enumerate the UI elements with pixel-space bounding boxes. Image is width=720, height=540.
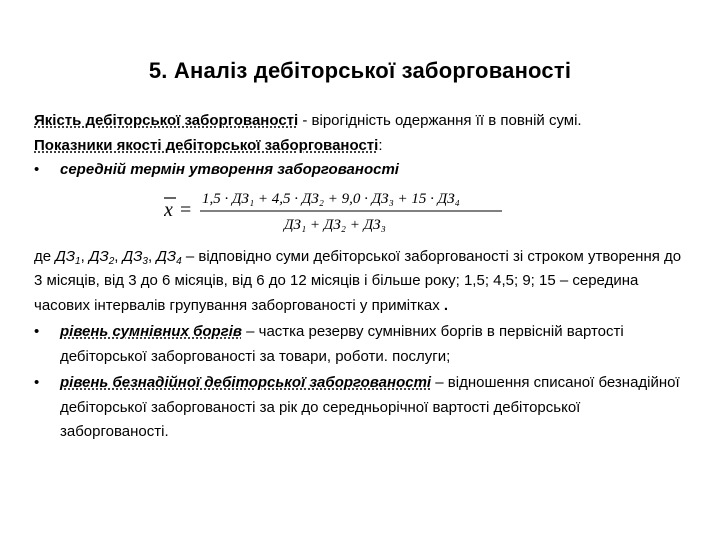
sep2: ,: [114, 247, 123, 265]
bullet-bad-debt-rest: – відношення списаної безнадійної дебіторської заборгованості за рік до середньорічної вартості дебіторської заборгованості.: [60, 374, 680, 440]
bullet-doubtful-text: [60, 320, 689, 369]
dz2: [89, 248, 114, 265]
indicators-heading: [34, 134, 689, 159]
formula-equals: =: [180, 198, 192, 221]
dz1: [55, 248, 80, 265]
formula-lhs: x: [164, 198, 173, 221]
definition-term: Якість дебіторської заборгованості: [34, 112, 299, 129]
slide-title: 5. Аналіз дебіторської заборгованості: [148, 58, 572, 83]
formula-denominator: ДЗ₁ + ДЗ₂ + ДЗ₃: [284, 216, 386, 233]
formula-graphic: [164, 183, 564, 241]
dz4: [156, 248, 181, 265]
dz4-sub: 4: [176, 255, 182, 267]
bullet-doubtful-rest: – частка резерву сумнівних боргів в первісній вартості дебіторської заборгованості за товари, роботи. послуги;: [60, 323, 624, 365]
indicators-term: Показники якості дебіторської заборгованості: [34, 136, 379, 154]
dz4-label: ДЗ: [156, 247, 177, 265]
bullet-doubtful-term: рівень сумнівних боргів: [60, 323, 242, 340]
explanation-text: – відповідно суми дебіторської заборгованості зі строком утворення до 3 місяців, від 3 до 6 місяців, від 6 до 12 місяців і більше року; 1,5; 4,5; 9; 15 – середина часових інтервалів групування заборгованості у примітках: [34, 247, 682, 314]
dz2-label: ДЗ: [88, 247, 109, 265]
formula-explanation: [34, 245, 689, 319]
bullet-icon: •: [34, 161, 40, 178]
bullet-icon: •: [34, 374, 40, 391]
dz3-label: ДЗ: [122, 247, 143, 265]
indicators-colon: :: [378, 136, 383, 154]
formula: [34, 183, 689, 241]
bullet-bad-debt-term: рівень безнадійної дебіторської заборгованості: [60, 374, 432, 391]
bullet-item-bad-debt: [34, 371, 689, 445]
formula-numerator: 1,5 · ДЗ₁ + 4,5 · ДЗ₂ + 9,0 · ДЗ₃ + 15 · ДЗ₄: [202, 190, 460, 207]
dz1-sub: 1: [75, 255, 81, 267]
bullet-icon: •: [34, 323, 40, 340]
dz2-sub: 2: [108, 255, 115, 267]
definition-text: - вірогідність одержання її в повній сумі.: [298, 112, 582, 129]
explanation-prefix: де: [34, 247, 56, 265]
dz3-sub: 3: [142, 255, 148, 267]
slide-content: [34, 109, 689, 445]
definition-line: [34, 109, 689, 134]
sep3: ,: [147, 247, 157, 265]
dz1-label: ДЗ: [55, 247, 76, 265]
bullet-item-doubtful: [34, 320, 689, 369]
sep1: ,: [80, 247, 89, 265]
bullet-item-avg-term: [34, 158, 689, 183]
dz3: [123, 248, 148, 265]
bullet-avg-term-text: середній термін утворення заборгованості: [60, 161, 399, 178]
explanation-dot: .: [439, 296, 449, 314]
bullet-bad-debt-text: [60, 371, 689, 445]
